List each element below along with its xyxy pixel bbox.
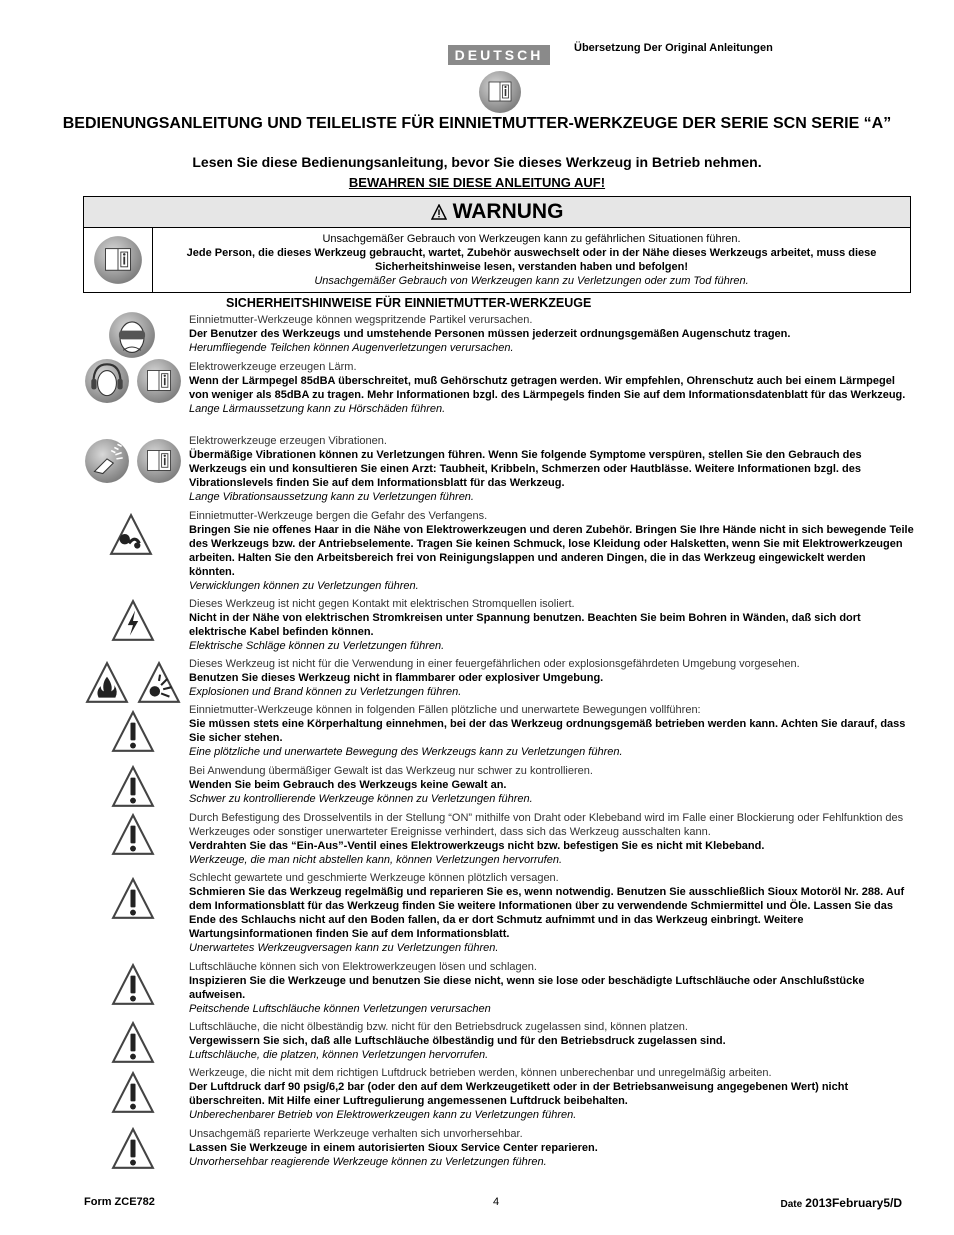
entry-consequence: Elektrische Schläge können zu Verletzungen führen. xyxy=(189,640,445,652)
document-date xyxy=(781,1196,902,1210)
caution-icon xyxy=(110,1126,156,1172)
date-label: Date xyxy=(780,1199,803,1210)
language-badge: DEUTSCH xyxy=(448,45,550,65)
entry-hazard: Einnietmutter-Werkzeuge können in folgenden Fällen plötzliche und unerwartete Bewegungen vollführen: xyxy=(189,704,701,716)
entry-consequence: Unerwartetes Werkzeugversagen kann zu Verletzungen führen. xyxy=(189,942,499,954)
read-manual-icon xyxy=(478,70,522,114)
safety-entry-repair xyxy=(189,1127,914,1169)
entry-consequence: Verwicklungen können zu Verletzungen führen. xyxy=(189,580,419,592)
fire-icon xyxy=(84,660,130,706)
entry-hazard: Dieses Werkzeug ist nicht für die Verwendung in einer feuergefährlichen oder explosionsgefährdeten Umgebung vorgesehen. xyxy=(189,658,800,670)
keep-manual-note: BEWAHREN SIE DIESE ANLEITUNG AUF! xyxy=(348,175,606,190)
safety-entry-sudden-movement xyxy=(189,703,914,759)
safety-entry-explosion xyxy=(189,657,914,699)
warning-line-1: Unsachgemäßer Gebrauch von Werkzeugen kann zu gefährlichen Situationen führen. xyxy=(322,233,741,245)
read-manual-icon xyxy=(93,235,143,285)
document-subtitle: Lesen Sie diese Bedienungsanleitung, bevor Sie dieses Werkzeug in Betrieb nehmen. xyxy=(192,154,762,170)
entry-consequence: Lange Vibrationsaussetzung kann zu Verletzungen führen. xyxy=(189,491,474,503)
caution-icon xyxy=(110,764,156,810)
entry-instruction: Inspizieren Sie die Werkzeuge und benutzen Sie diese nicht, wenn sie lose oder beschädigte Luftschläuche oder Anschlußstücke aufweisen. xyxy=(189,975,865,1001)
warning-triangle-icon xyxy=(431,204,447,220)
entanglement-icon xyxy=(108,512,154,558)
entry-hazard: Luftschläuche, die nicht ölbeständig bzw. nicht für den Betriebsdruck zugelassen sind, können platzen. xyxy=(189,1021,688,1033)
safety-entry-eye-protection xyxy=(189,313,914,355)
entry-consequence: Werkzeuge, die man nicht abstellen kann, können Verletzungen hervorrufen. xyxy=(189,854,563,866)
warning-box xyxy=(83,196,911,293)
entry-instruction: Nicht in der Nähe von elektrischen Stromkreisen unter Spannung benutzen. Beachten Sie beim Bohren in Wänden, daß sich dort elektrische Kabel befinden können. xyxy=(189,612,861,638)
eye-protection-icon xyxy=(108,311,156,359)
entry-consequence: Herumfliegende Teilchen können Augenverletzungen verursachen. xyxy=(189,342,514,354)
entry-instruction: Bringen Sie nie offenes Haar in die Nähe von Elektrowerkzeugen und deren Zubehör. Bringen Sie Ihre Hände nicht in sich bewegende Teile des Werkzeugs bzw. der Antriebselemente. Tragen Sie keinen Schmuck, lose Kleidung oder Halsketten, wenn Sie mit Elektrowerkzeugen arbeiten. Halten Sie den Arbeitsbereich frei von Reinigungslappen und anderen Dingen, die in das Werkzeug eingewickelt werden könnten. xyxy=(189,524,914,578)
entry-instruction: Übermäßige Vibrationen können zu Verletzungen führen. Wenn Sie folgende Symptome verspüren, stellen Sie den Gebrauch des Werkzeugs ein und konsultieren Sie einen Arzt: Taubheit, Kribbeln, Schmerzen oder Hautblässe. Weitere Informationen bzgl. des Vibrationslevels finden Sie auf dem Informationsblatt für das Werkzeug. xyxy=(189,449,862,489)
entry-instruction: Benutzen Sie dieses Werkzeug nicht in flammbarer oder explosiver Umgebung. xyxy=(189,672,604,684)
document-title: BEDIENUNGSANLEITUNG UND TEILELISTE FÜR EINNIETMUTTER-WERKZEUGE DER SERIE SCN SERIE “A” xyxy=(62,115,892,132)
entry-hazard: Einnietmutter-Werkzeuge bergen die Gefahr des Verfangens. xyxy=(189,510,488,522)
entry-instruction: Der Benutzer des Werkzeugs und umstehende Personen müssen jederzeit ordnungsgemäßen Augenschutz tragen. xyxy=(189,328,791,340)
caution-icon xyxy=(110,962,156,1008)
form-number: Form ZCE782 xyxy=(84,1196,155,1208)
entry-consequence: Eine plötzliche und unerwartete Bewegung des Werkzeugs kann zu Verletzungen führen. xyxy=(189,746,623,758)
vibration-icon xyxy=(84,438,130,484)
page-number: 4 xyxy=(493,1196,500,1208)
entry-instruction: Wenden Sie beim Gebrauch des Werkzeugs keine Gewalt an. xyxy=(189,779,507,791)
safety-entry-hose-burst xyxy=(189,1020,914,1062)
caution-icon xyxy=(110,812,156,858)
safety-entry-vibration xyxy=(189,434,914,504)
date-value: 2013February5/D xyxy=(805,1196,902,1210)
read-manual-icon xyxy=(136,438,182,484)
read-manual-icon xyxy=(136,358,182,404)
safety-entry-entanglement xyxy=(189,509,914,593)
warning-heading xyxy=(84,197,910,228)
caution-icon xyxy=(110,709,156,755)
entry-consequence: Peitschende Luftschläuche können Verletzungen verursachen xyxy=(189,1003,491,1015)
entry-hazard: Elektrowerkzeuge erzeugen Vibrationen. xyxy=(189,435,387,447)
entry-hazard: Einnietmutter-Werkzeuge können wegspritzende Partikel verursachen. xyxy=(189,314,533,326)
entry-hazard: Bei Anwendung übermäßiger Gewalt ist das Werkzeug nur schwer zu kontrollieren. xyxy=(189,765,593,777)
safety-entry-air-hoses xyxy=(189,960,914,1016)
warning-line-2: Jede Person, die dieses Werkzeug gebraucht, wartet, Zubehör auswechselt oder in der Nähe dieses Werkzeugs arbeitet, muss diese Sicherheitshinweise lesen, verstanden haben und befolgen! xyxy=(186,247,877,273)
entry-instruction: Wenn der Lärmpegel 85dBA überschreitet, muß Gehörschutz getragen werden. Wir empfehlen, Ohrenschutz auch bei einem Lärmpegel von weniger als 85dBA zu tragen. Mehr Informationen bzgl. des Lärmpegels finden Sie auf dem Informationsdatenblatt für das Werkzeug. xyxy=(189,375,906,401)
electric-shock-icon xyxy=(110,598,156,644)
safety-entry-throttle xyxy=(189,811,914,867)
entry-hazard: Dieses Werkzeug ist nicht gegen Kontakt mit elektrischen Stromquellen isoliert. xyxy=(189,598,575,610)
entry-instruction: Verdrahten Sie das “Ein-Aus”-Ventil eines Elektrowerkzeugs nicht bzw. befestigen Sie es nicht mit Klebeband. xyxy=(189,840,765,852)
entry-consequence: Unvorhersehbar reagierende Werkzeuge können zu Verletzungen führen. xyxy=(189,1156,547,1168)
entry-instruction: Schmieren Sie das Werkzeug regelmäßig und reparieren Sie es, wenn notwendig. Benutzen Sie ausschließlich Sioux Motoröl Nr. 288. Auf dem Informationsblatt für das Werkzeug finden Sie weitere Informationen über zu verwendende Schmiermittel und Öle. Lassen Sie das Ende des Schlauchs nicht auf den Boden fallen, da er dort Schmutz aufnimmt und in das Werkzeug einbringt. Weitere Wartungsinformationen finden Sie auf dem Informationsblatt. xyxy=(189,886,905,940)
entry-consequence: Unberechenbarer Betrieb von Elektrowerkzeugen kann zu Verletzungen führen. xyxy=(189,1109,577,1121)
entry-hazard: Durch Befestigung des Drosselventils in der Stellung “ON” mithilfe von Draht oder Klebeband wird im Falle einer Blockierung oder Fehlfunktion des Werkzeuges oder sonstiger unerwarteter Ereignisse verhindert, dass sich das Werkzeug ausschalten kann. xyxy=(189,812,904,838)
warning-line-3: Unsachgemäßer Gebrauch von Werkzeugen kann zu Verletzungen oder zum Tod führen. xyxy=(314,275,749,287)
warning-heading-text: WARNUNG xyxy=(452,200,564,223)
ear-protection-icon xyxy=(84,358,130,404)
explosion-icon xyxy=(136,660,182,706)
caution-icon xyxy=(110,876,156,922)
entry-consequence: Luftschläuche, die platzen, können Verletzungen hervorrufen. xyxy=(189,1049,489,1061)
entry-consequence: Schwer zu kontrollierende Werkzeuge können zu Verletzungen führen. xyxy=(189,793,533,805)
safety-entry-air-pressure xyxy=(189,1066,914,1122)
safety-entry-excessive-force xyxy=(189,764,914,806)
caution-icon xyxy=(110,1020,156,1066)
entry-consequence: Explosionen und Brand können zu Verletzungen führen. xyxy=(189,686,462,698)
entry-instruction: Sie müssen stets eine Körperhaltung einnehmen, bei der das Werkzeug ordnungsgemäß betrieben werden kann. Achten Sie darauf, dass Sie sicher stehen. xyxy=(189,718,906,744)
safety-entry-electric xyxy=(189,597,914,653)
safety-entry-noise xyxy=(189,360,914,416)
caution-icon xyxy=(110,1070,156,1116)
entry-hazard: Luftschläuche können sich von Elektrowerkzeugen lösen und schlagen. xyxy=(189,961,537,973)
entry-hazard: Unsachgemäß reparierte Werkzeuge verhalten sich unvorhersehbar. xyxy=(189,1128,523,1140)
safety-entry-maintenance xyxy=(189,871,914,955)
entry-hazard: Werkzeuge, die nicht mit dem richtigen Luftdruck betrieben werden, können unberechenbar und unregelmäßig arbeiten. xyxy=(189,1067,772,1079)
entry-consequence: Lange Lärmaussetzung kann zu Hörschäden führen. xyxy=(189,403,446,415)
entry-hazard: Elektrowerkzeuge erzeugen Lärm. xyxy=(189,361,357,373)
entry-hazard: Schlecht gewartete und geschmierte Werkzeuge können plötzlich versagen. xyxy=(189,872,559,884)
entry-instruction: Lassen Sie Werkzeuge in einem autorisierten Sioux Service Center reparieren. xyxy=(189,1142,598,1154)
section-title: SICHERHEITSHINWEISE FÜR EINNIETMUTTER-WERKZEUGE xyxy=(226,296,592,310)
entry-instruction: Vergewissern Sie sich, daß alle Luftschläuche ölbeständig und für den Betriebsdruck zugelassen sind. xyxy=(189,1035,726,1047)
translation-note: Übersetzung Der Original Anleitungen xyxy=(574,42,773,54)
entry-instruction: Der Luftdruck darf 90 psig/6,2 bar (oder den auf dem Werkzeugetikett oder in der Betriebsanweisung angegebenen Wert) nicht überschreiten. Mit Hilfe einer Luftregulierung angemessenen Luftdruck beibehalten. xyxy=(189,1081,849,1107)
